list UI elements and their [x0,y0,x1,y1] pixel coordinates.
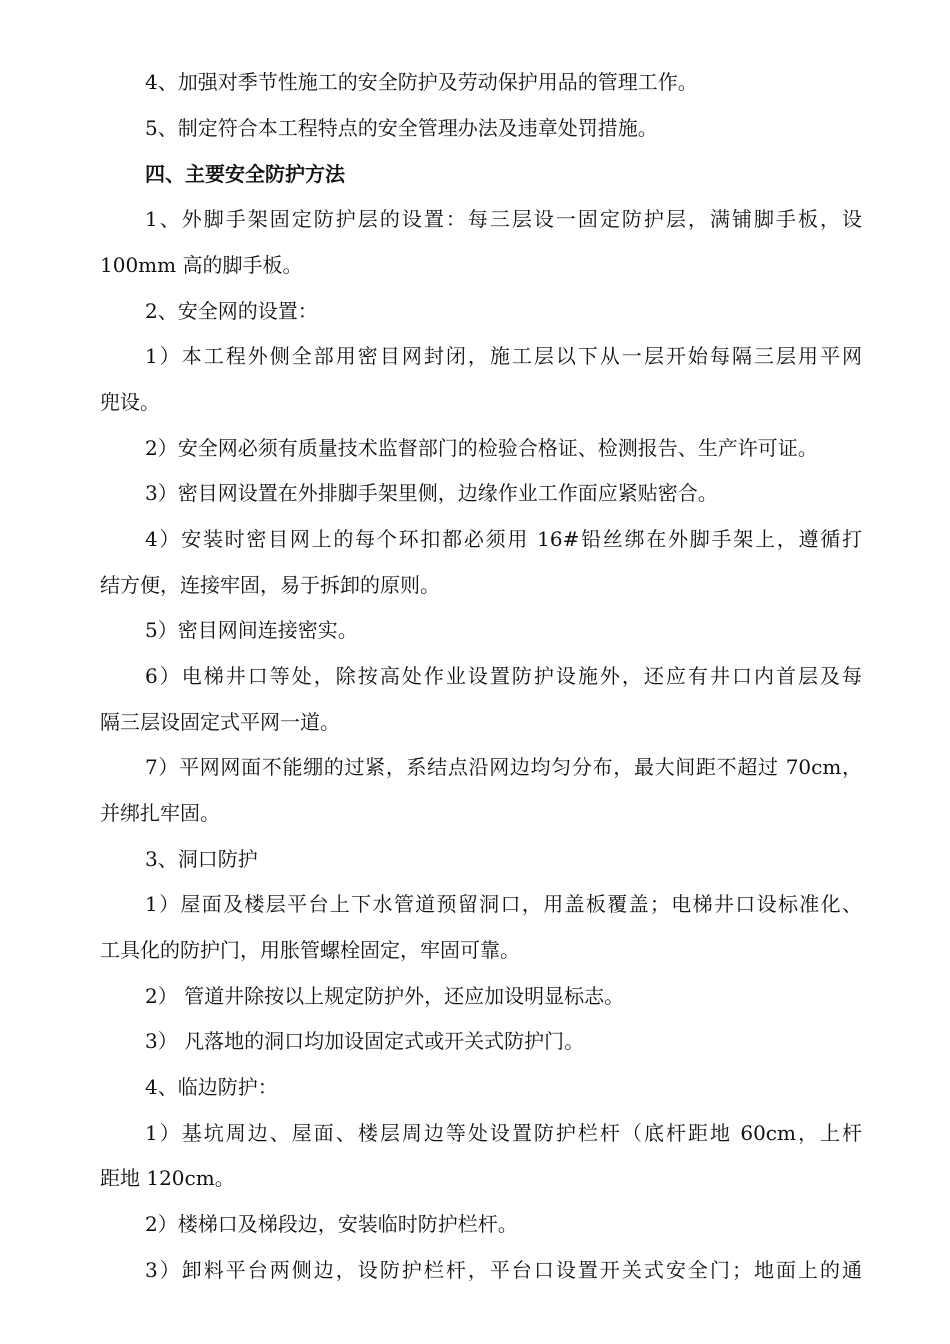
paragraph-net-3: 3）密目网设置在外排脚手架里侧，边缘作业工作面应紧贴密合。 [145,481,718,505]
paragraph-net-4-line-1: 4）安装时密目网上的每个环扣都必须用 16#铅丝绑在外脚手架上，遵循打 [145,527,862,551]
section-heading: 四、主要安全防护方法 [145,162,345,186]
paragraph-net-5: 5）密目网间连接密实。 [145,618,358,642]
paragraph-edge-1-line-2: 距地 120cm。 [100,1166,235,1190]
paragraph-scaffold-line-2: 100mm 高的脚手板。 [100,253,303,277]
paragraph-net-1-line-2: 兜设。 [100,390,160,414]
subheading-edge-protection: 4、临边防护： [145,1075,278,1099]
paragraph-net-2: 2）安全网必须有质量技术监督部门的检验合格证、检测报告、生产许可证。 [145,436,818,460]
paragraph-openings-1-line-1: 1）屋面及楼层平台上下水管道预留洞口，用盖板覆盖；电梯井口设标准化、 [145,892,862,916]
paragraph-scaffold-line-1: 1、外脚手架固定防护层的设置：每三层设一固定防护层，满铺脚手板，设 [145,207,862,231]
paragraph-net-7-line-1: 7）平网网面不能绷的过紧，系结点沿网边均匀分布，最大间距不超过 70cm， [145,755,862,779]
paragraph-net-6-line-1: 6）电梯井口等处，除按高处作业设置防护设施外，还应有井口内首层及每 [145,664,862,688]
paragraph-edge-1-line-1: 1）基坑周边、屋面、楼层周边等处设置防护栏杆（底杆距地 60cm，上杆 [145,1121,862,1145]
paragraph-net-1-line-1: 1）本工程外侧全部用密目网封闭，施工层以下从一层开始每隔三层用平网 [145,344,862,368]
paragraph-net-4-line-2: 结方便，连接牢固，易于拆卸的原则。 [100,573,440,597]
paragraph-edge-2: 2）楼梯口及梯段边，安装临时防护栏杆。 [145,1212,518,1236]
paragraph-net-7-line-2: 并绑扎牢固。 [100,801,220,825]
paragraph-net-6-line-2: 隔三层设固定式平网一道。 [100,710,340,734]
paragraph-edge-3-line-1: 3）卸料平台两侧边，设防护栏杆，平台口设置开关式安全门；地面上的通 [145,1258,862,1282]
paragraph-openings-2: 2） 管道井除按以上规定防护外，还应加设明显标志。 [145,984,625,1008]
paragraph-item-4: 4、加强对季节性施工的安全防护及劳动保护用品的管理工作。 [145,70,698,94]
paragraph-openings-1-line-2: 工具化的防护门，用胀管螺栓固定，牢固可靠。 [100,938,520,962]
paragraph-item-5: 5、制定符合本工程特点的安全管理办法及违章处罚措施。 [145,116,658,140]
subheading-safety-net: 2、安全网的设置： [145,299,318,323]
paragraph-openings-3: 3） 凡落地的洞口均加设固定式或开关式防护门。 [145,1029,585,1053]
subheading-openings: 3、洞口防护 [145,847,258,871]
